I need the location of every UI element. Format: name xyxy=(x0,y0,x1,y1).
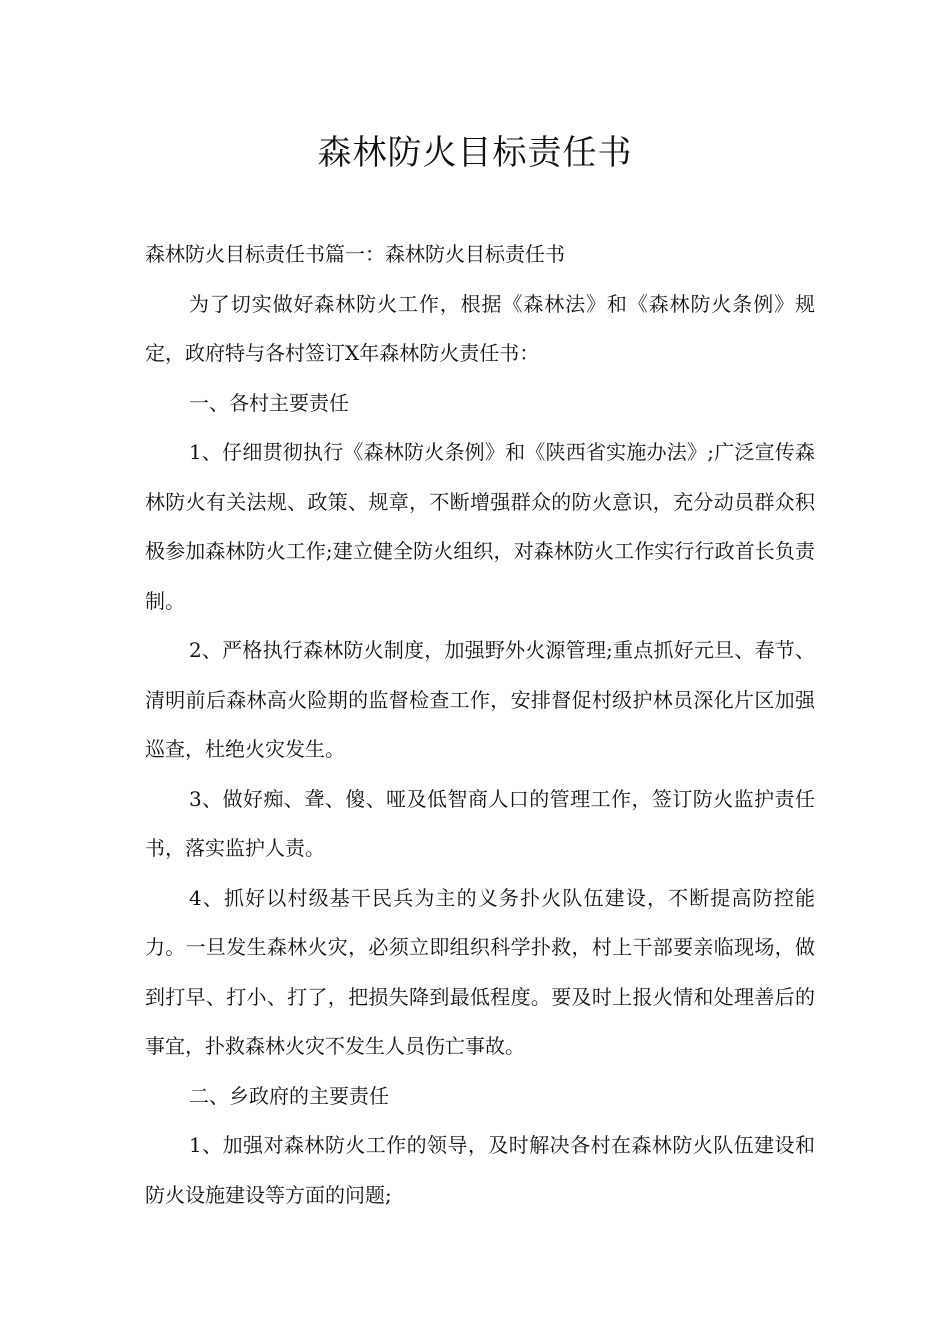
document-subtitle: 森林防火目标责任书篇一：森林防火目标责任书 xyxy=(145,242,565,266)
document-title: 森林防火目标责任书 xyxy=(317,133,633,173)
list-item: 3、做好痴、聋、傻、哑及低智商人口的管理工作，签订防火监护责任书，落实监护人责。 xyxy=(145,786,815,860)
list-item: 4、抓好以村级基干民兵为主的义务扑火队伍建设，不断提高防控能力。一旦发生森林火灾，必须立即组织科学扑救，村上干部要亲临现场，做到打早、打小、打了，把损失降到最低程度。要及时上报火情和处理善后的事宜，扑救森林火灾不发生人员伤亡事故。 xyxy=(145,885,815,1058)
list-item: 2、严格执行森林防火制度，加强野外火源管理;重点抓好元旦、春节、清明前后森林高火险期的监督检查工作，安排督促村级护林员深化片区加强巡查，杜绝火灾发生。 xyxy=(145,638,815,761)
document-body xyxy=(145,230,815,1220)
intro-paragraph: 为了切实做好森林防火工作，根据《森林法》和《森林防火条例》规定，政府特与各村签订X年森林防火责任书： xyxy=(145,291,815,365)
list-item: 1、仔细贯彻执行《森林防火条例》和《陕西省实施办法》;广泛宣传森林防火有关法规、政策、规章，不断增强群众的防火意识，充分动员群众积极参加森林防火工作;建立健全防火组织，对森林防火工作实行行政首长负责制。 xyxy=(145,440,815,613)
section-heading: 一、各村主要责任 xyxy=(189,390,349,415)
section-heading: 二、乡政府的主要责任 xyxy=(189,1083,389,1108)
list-item: 1、加强对森林防火工作的领导，及时解决各村在森林防火队伍建设和防火设施建设等方面的问题; xyxy=(145,1133,815,1207)
